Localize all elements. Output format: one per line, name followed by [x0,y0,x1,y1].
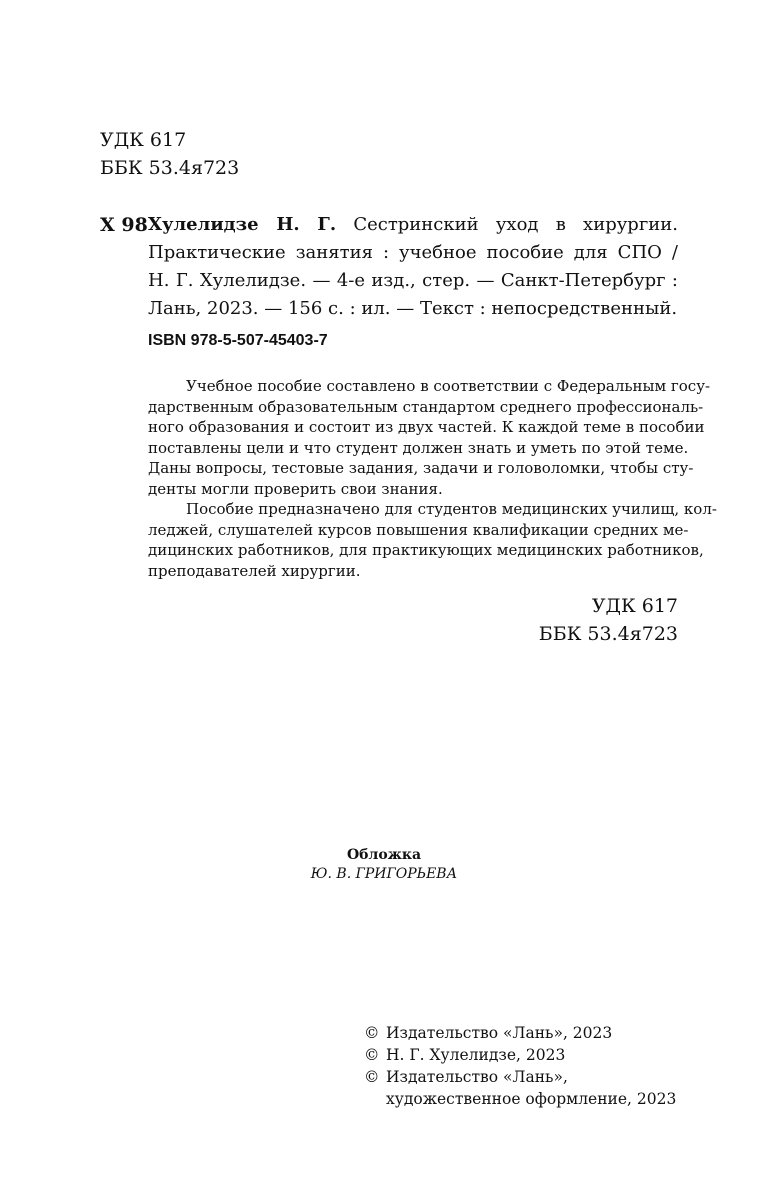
biblio-line-4: Лань, 2023. — 156 с. : ил. — Текст : непосредственный. [148,298,678,319]
cover-designer: Ю. В. ГРИГОРЬЕВА [310,866,458,882]
biblio-line-3: Н. Г. Хулелидзе. — 4-е изд., стер. — Санкт-Петербург : [148,270,678,291]
copyright-block [364,1022,676,1110]
copyright-line-continued [364,1088,676,1110]
title-start: Сестринский уход в хирургии. [353,214,678,235]
copyright-symbol: © [364,1024,380,1042]
copyright-text: Издательство «Лань», 2023 [386,1024,613,1042]
copyright-line [364,1066,676,1088]
annotation-line: поставлены цели и что студент должен знать и уметь по этой теме. [148,438,689,457]
annotation-line: леджей, слушателей курсов повышения квалификации средних ме- [148,520,689,539]
annotation-line: преподавателей хирургии. [148,561,361,580]
bbk-code: ББК 53.4я723 [538,623,678,645]
classification-codes-top [100,126,239,182]
author-name: Хулелидзе Н. Г. [148,214,337,235]
biblio-line-2: Практические занятия : учебное пособие для СПО / [148,242,678,263]
annotation-line: Пособие предназначено для студентов медицинских училищ, кол- [186,500,717,518]
copyright-symbol: © [364,1068,380,1086]
annotation-line: Даны вопросы, тестовые задания, задачи и головоломки, чтобы сту- [148,459,694,477]
copyright-line [364,1044,676,1066]
bbk-code: ББК 53.4я723 [100,157,240,179]
copyright-text: Н. Г. Хулелидзе, 2023 [386,1046,566,1064]
annotation-line: ного образования и состоит из двух частей. К каждой теме в пособии [148,418,705,436]
annotation [148,376,717,581]
biblio-line-1 [148,211,678,239]
copyright-symbol: © [364,1046,380,1064]
copyright-text: Издательство «Лань», [386,1068,568,1086]
cover-credit [0,846,768,884]
udk-code: УДК 617 [591,595,678,617]
bibliographic-record [148,211,678,323]
classification-codes-right [539,592,678,648]
author-mark: Х 98 [100,214,148,236]
copyright-line [364,1022,676,1044]
cover-label: Обложка [346,847,422,863]
annotation-line: дарственным образовательным стандартом среднего профессиональ- [148,397,704,416]
annotation-line: денты могли проверить свои знания. [148,479,443,498]
annotation-line: дицинских работников, для практикующих медицинских работников, [148,541,704,559]
copyright-text: художественное оформление, 2023 [386,1090,677,1108]
annotation-line: Учебное пособие составлено в соответствии с Федеральным госу- [186,377,711,395]
udk-code: УДК 617 [100,129,187,151]
isbn: ISBN 978-5-507-45403-7 [148,332,328,349]
